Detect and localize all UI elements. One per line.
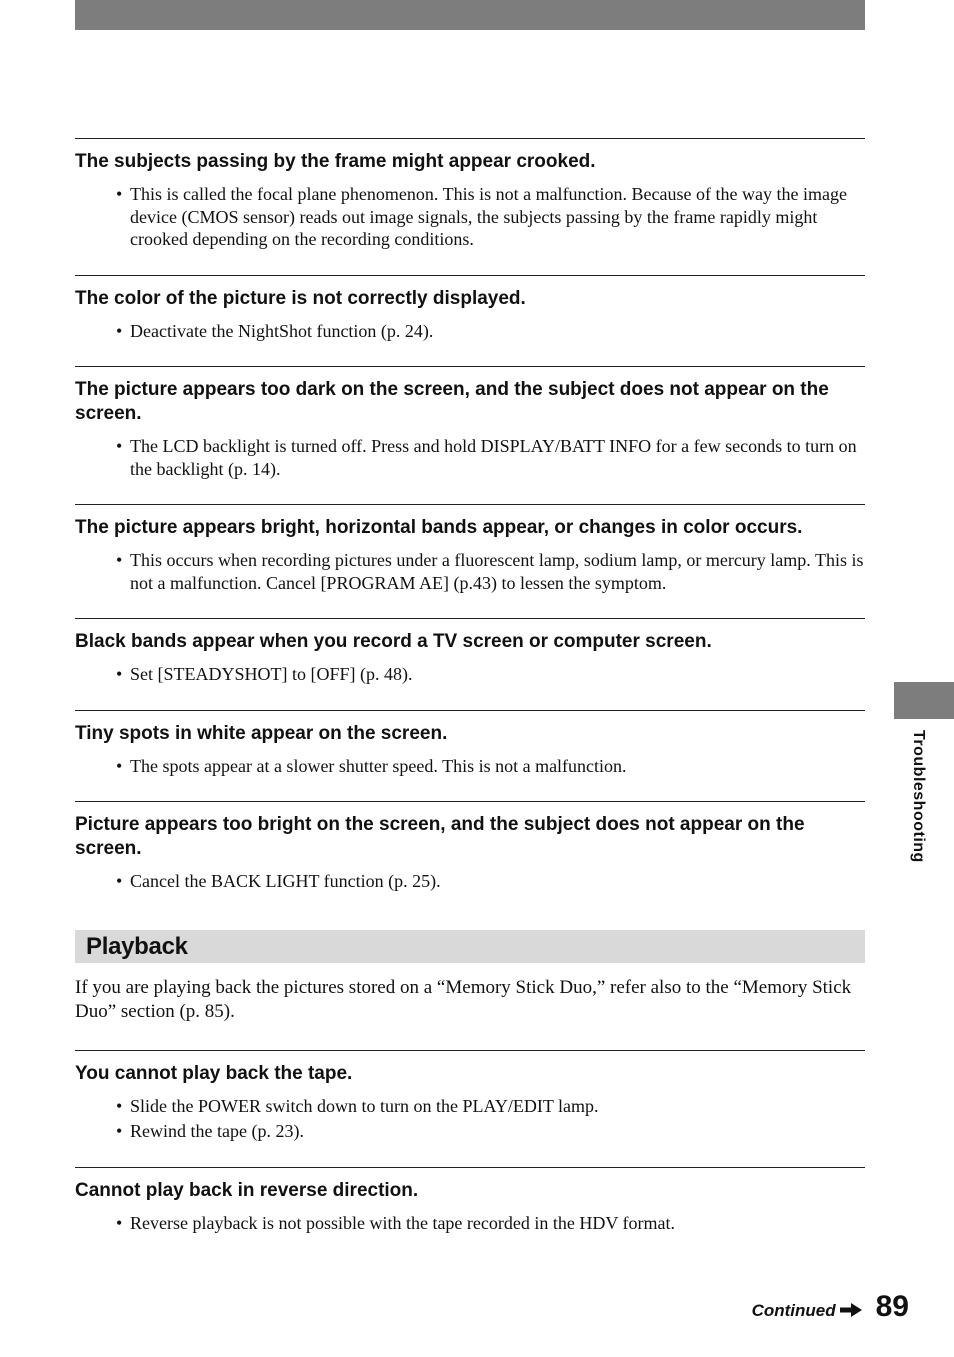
section-tab bbox=[894, 682, 954, 719]
faq-bullets bbox=[75, 183, 865, 251]
faq-heading: The picture appears too dark on the screen, and the subject does not appear on the screen. bbox=[75, 379, 829, 424]
right-arrow-icon bbox=[840, 1303, 862, 1317]
faq-bullets bbox=[75, 320, 865, 343]
page-number: 89 bbox=[875, 1290, 909, 1323]
faq-bullets bbox=[75, 1095, 865, 1143]
faq-heading: Picture appears too bright on the screen, and the subject does not appear on the screen. bbox=[75, 814, 805, 859]
faq-bullets bbox=[75, 870, 865, 893]
faq-heading: Tiny spots in white appear on the screen. bbox=[75, 722, 448, 744]
playback-section-header bbox=[75, 930, 865, 963]
faq-heading: Black bands appear when you record a TV screen or computer screen. bbox=[75, 631, 712, 652]
faq-heading: The picture appears bright, horizontal bands appear, or changes in color occurs. bbox=[75, 517, 803, 538]
faq-bullets bbox=[75, 549, 865, 594]
bullet-item: • The spots appear at a slower shutter speed. This is not a malfunction. bbox=[130, 755, 865, 778]
faq-heading: Cannot play back in reverse direction. bbox=[75, 1179, 419, 1201]
header-bar bbox=[75, 0, 865, 30]
section-side-label: Troubleshooting bbox=[910, 730, 927, 863]
bullet-item: • Reverse playback is not possible with the tape recorded in the HDV format. bbox=[130, 1212, 865, 1235]
bullet-item: • Rewind the tape (p. 23). bbox=[130, 1120, 865, 1143]
faq-heading: You cannot play back the tape. bbox=[75, 1062, 353, 1084]
faq-section bbox=[75, 366, 865, 504]
bullet-item: • The LCD backlight is turned off. Press and hold DISPLAY/BATT INFO for a few seconds to turn on the backlight (p. 14). bbox=[130, 435, 865, 480]
troubleshooting-sections bbox=[75, 138, 865, 917]
faq-heading: The color of the picture is not correctly displayed. bbox=[75, 287, 526, 309]
page-content bbox=[75, 138, 865, 1258]
faq-section bbox=[75, 275, 865, 367]
faq-section bbox=[75, 504, 865, 618]
playback-intro: If you are playing back the pictures stored on a “Memory Stick Duo,” refer also to the “Memory Stick Duo” section (p. 85). bbox=[75, 976, 852, 1022]
faq-bullets bbox=[75, 1212, 865, 1235]
faq-bullets bbox=[75, 435, 865, 480]
bullet-item: • Deactivate the NightShot function (p. 24). bbox=[130, 320, 865, 343]
bullet-item: • Set [STEADYSHOT] to [OFF] (p. 48). bbox=[130, 663, 865, 686]
faq-section bbox=[75, 618, 865, 710]
bullet-item: • Cancel the BACK LIGHT function (p. 25). bbox=[130, 870, 865, 893]
faq-section bbox=[75, 1167, 865, 1259]
bullet-item: • Slide the POWER switch down to turn on the PLAY/EDIT lamp. bbox=[130, 1095, 865, 1118]
faq-section bbox=[75, 801, 865, 917]
faq-heading: The subjects passing by the frame might appear crooked. bbox=[75, 151, 596, 172]
bullet-item: • This occurs when recording pictures under a fluorescent lamp, sodium lamp, or mercury lamp. This is not a malfunction. Cancel [PROGRAM AE] (p.43) to lessen the symptom. bbox=[130, 549, 865, 594]
playback-sections bbox=[75, 1050, 865, 1259]
playback-title: Playback bbox=[86, 932, 188, 960]
faq-section bbox=[75, 1050, 865, 1167]
faq-bullets bbox=[75, 755, 865, 778]
faq-section bbox=[75, 138, 865, 275]
bullet-item: • This is called the focal plane phenomenon. This is not a malfunction. Because of the way the image device (CMOS sensor) reads out image signals, the subjects passing by the frame rapidly might crooked depending on the recording conditions. bbox=[130, 183, 865, 251]
faq-bullets bbox=[75, 663, 865, 686]
page-footer bbox=[752, 1290, 909, 1324]
faq-section bbox=[75, 710, 865, 802]
continued-label: Continued bbox=[751, 1301, 836, 1320]
